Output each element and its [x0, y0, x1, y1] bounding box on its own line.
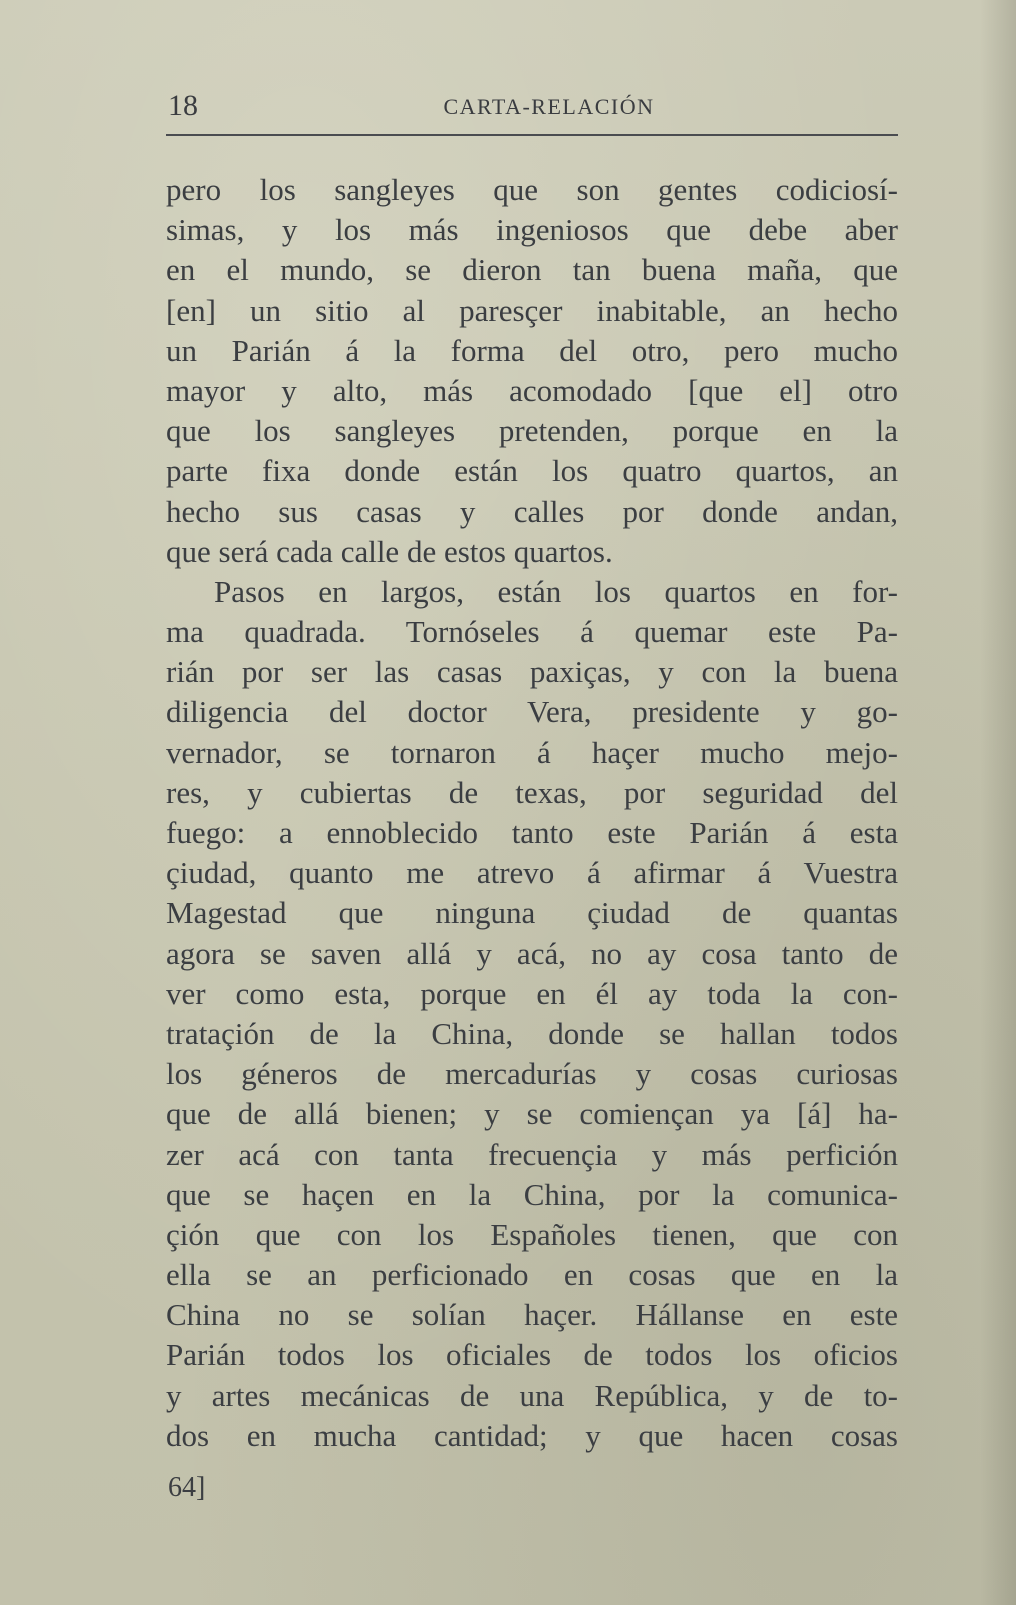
- page-number: 18: [168, 89, 198, 122]
- text-line: China no se solían haçer. Hállanse en este: [166, 1297, 898, 1333]
- text-line: çiudad, quanto me atrevo á afirmar á Vuestra: [166, 855, 898, 891]
- text-line: un Parián á la forma del otro, pero mucho: [166, 332, 898, 368]
- text-line: y artes mecánicas de una República, y de to-: [166, 1377, 898, 1413]
- text-line: trataçión de la China, donde se hallan todos: [166, 1015, 898, 1051]
- text-line: hecho sus casas y calles por donde andan,: [166, 493, 898, 529]
- text-line: que será cada calle de estos quartos.: [166, 533, 613, 569]
- running-head: CARTA-RELACIÓN: [443, 94, 655, 119]
- text-line: [en] un sitio al paresçer inabitable, an hecho: [166, 292, 898, 328]
- page-header: [166, 88, 898, 124]
- text-line: Parián todos los oficiales de todos los oficios: [166, 1337, 898, 1373]
- text-line: los géneros de mercadurías y cosas curiosas: [166, 1056, 898, 1092]
- text-line: simas, y los más ingeniosos que debe aber: [166, 212, 898, 248]
- text-line: ma quadrada. Tornóseles á quemar este Pa-: [166, 614, 898, 650]
- text-line: que se haçen en la China, por la comunica-: [166, 1176, 898, 1212]
- body-text: [166, 170, 898, 1456]
- text-line: çión que con los Españoles tienen, que con: [166, 1216, 898, 1252]
- text-line: Pasos en largos, están los quartos en for-: [214, 573, 898, 609]
- text-line: mayor y alto, más acomodado [que el] otro: [166, 372, 898, 408]
- text-line: zer acá con tanta frecuençia y más perfición: [166, 1136, 898, 1172]
- page-edge-shadow: [980, 0, 1016, 1605]
- text-line: res, y cubiertas de texas, por seguridad del: [166, 774, 898, 810]
- text-line: parte fixa donde están los quatro quartos, an: [166, 453, 898, 489]
- signature-mark: 64]: [168, 1472, 206, 1503]
- text-line: en el mundo, se dieron tan buena maña, que: [166, 252, 898, 288]
- text-line: ver como esta, porque en él ay toda la con-: [166, 975, 898, 1011]
- text-line: fuego: a ennoblecido tanto este Parián á esta: [166, 815, 898, 850]
- text-line: vernador, se tornaron á haçer mucho mejo-: [166, 734, 898, 770]
- header-rule: [166, 134, 898, 136]
- text-line: ella se an perficionado en cosas que en la: [166, 1257, 898, 1293]
- text-line: Magestad que ninguna çiudad de quantas: [166, 895, 898, 931]
- text-line: que de allá bienen; y se comiençan ya [á] ha-: [166, 1096, 898, 1132]
- text-line: dos en mucha cantidad; y que hacen cosas: [166, 1417, 898, 1453]
- text-line: rián por ser las casas paxiças, y con la buena: [166, 654, 898, 690]
- text-line: diligencia del doctor Vera, presidente y go-: [166, 694, 898, 730]
- text-line: que los sangleyes pretenden, porque en la: [166, 413, 898, 449]
- text-line: pero los sangleyes que son gentes codiciosí-: [166, 172, 898, 207]
- text-line: agora se saven allá y acá, no ay cosa tanto de: [166, 935, 898, 971]
